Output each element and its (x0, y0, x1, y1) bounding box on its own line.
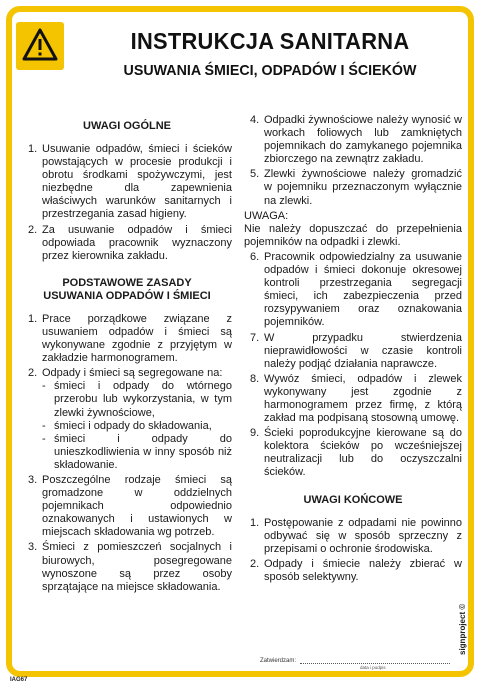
list-item (22, 313, 232, 365)
list-item (22, 474, 232, 539)
item-text: Poszczególne rodzaje śmieci są gromadzone w oddzielnych pojemnikach odpowiednio oznakowanych i ustawionych w miejscach składowania wg potrzeb. (42, 473, 232, 539)
page-title: INSTRUKCJA SANITARNA (130, 28, 410, 54)
note-heading: UWAGA: (244, 209, 289, 222)
signature-line (300, 663, 450, 664)
item-text: Za usuwanie odpadów i śmieci odpowiada pracownik wyznaczony przez kierownika zakładu. (42, 223, 232, 262)
item-number: 1. (28, 312, 38, 325)
right-column (244, 114, 462, 586)
warning-sign (16, 22, 64, 70)
brand-label: signproject © (458, 603, 467, 655)
item-text: Odpadki żywnościowe należy wynosić w workach foliowych lub zamkniętych pojemnikach do zamykanego pojemnika zbiorczego na zewnątrz zakładu. (264, 114, 462, 166)
list-item (22, 367, 232, 472)
item-text: Wywóz śmieci, odpadów i zlewek wykonywany jest zgodnie z harmonogramem przez firmę, z którą zakład ma podpisaną stosowną umowę. (264, 372, 462, 425)
sub-item (42, 433, 232, 472)
item-number: 6. (250, 250, 260, 263)
section-heading-final: UWAGI KOŃCOWE (303, 493, 403, 506)
sub-list (42, 380, 232, 472)
item-text: Odpady i śmiecie należy zbierać w sposób selektywny. (264, 557, 462, 583)
item-text: Usuwanie odpadów, śmieci i ścieków powstających w procesie produkcji i obrotu środkami spożywczymi, jest niezbędne dla zapewnienia właściwych warunków sanitarnych i przestrzegania zasad higieny. (42, 143, 232, 221)
rules-list (22, 313, 232, 594)
item-number: 2. (28, 223, 38, 236)
item-text: Ścieki poprodukcyjne kierowane są do kolektora ścieków po wcześniejszej neutralizacji lub do oczyszczalni ścieków. (264, 427, 462, 479)
item-text: Pracownik odpowiedzialny za usuwanie odpadów i śmieci dokonuje okresowej kontroli przestrzegania segregacji śmieci, ich zabezpieczenia przed rozsypywaniem oraz oznakowania pojemników. (264, 250, 462, 329)
item-number: 8. (250, 372, 260, 385)
item-number: 3. (28, 473, 38, 486)
item-number: 2. (250, 557, 260, 570)
final-list (244, 517, 462, 584)
sub-item-text: śmieci i odpady do wtórnego przerobu lub wykorzystania, w tym zlewki żywnościowe, (54, 380, 232, 419)
list-item (244, 251, 462, 330)
warning-triangle-icon (22, 28, 58, 62)
item-number: 3. (28, 541, 38, 554)
list-item (244, 517, 462, 556)
storage-list (244, 114, 462, 208)
item-number: 5. (250, 168, 260, 181)
sub-item (42, 420, 232, 433)
heading-line: PODSTAWOWE ZASADY (62, 276, 192, 289)
item-number: 1. (28, 143, 38, 155)
item-text: Śmieci z pomieszczeń socjalnych i biurowych, posegregowane wynoszone są przez osoby sprzątające na miejsce składowania. (42, 541, 232, 593)
sub-item (42, 380, 232, 419)
item-text: Zlewki żywnościowe należy gromadzić w pojemniku przeznaczonym wyłącznie na zlewki. (264, 168, 462, 207)
list-item (244, 168, 462, 207)
dash: - (42, 380, 46, 393)
item-number: 9. (250, 427, 260, 440)
dash: - (42, 432, 46, 445)
signature-sub-label: data i podpis (360, 665, 386, 670)
item-number: 2. (28, 367, 38, 380)
item-number: 1. (250, 516, 260, 529)
item-text: W przypadku stwierdzenia nieprawidłowości w czasie kontroli należy podjąć działania naprawcze. (264, 331, 462, 370)
list-item (244, 558, 462, 584)
item-number: 4. (250, 114, 260, 126)
list-item (244, 427, 462, 479)
list-item (244, 332, 462, 371)
item-text: Postępowanie z odpadami nie powinno odbywać się w sposób sprzeczny z przepisami o ochronie środowiska. (264, 516, 462, 555)
note-text: Nie należy dopuszczać do przepełnienia pojemników na odpadki i zlewki. (244, 222, 462, 248)
dash: - (42, 419, 46, 432)
sub-item-text: śmieci i odpady do składowania, (54, 419, 212, 432)
section-heading-rules (22, 277, 232, 303)
left-column (22, 120, 232, 596)
item-text: Odpady i śmieci są segregowane na: (42, 367, 223, 380)
list-item (22, 541, 232, 593)
sub-item-text: śmieci i odpady do unieszkodliwienia w inny sposób niż składowanie. (54, 432, 232, 471)
section-heading-general: UWAGI OGÓLNE (83, 120, 171, 132)
item-number: 7. (250, 331, 260, 344)
product-code: IAG67 (10, 677, 28, 683)
approval-label: Zatwierdzam: (260, 658, 297, 664)
general-list (22, 143, 232, 263)
list-item (22, 143, 232, 222)
heading-line: USUWANIA ODPADÓW I ŚMIECI (43, 289, 211, 302)
list-item (22, 224, 232, 263)
item-text: Prace porządkowe związane z usuwaniem odpadów i śmieci są wykonywane zgodnie z przyjętym w zakładzie harmonogramem. (42, 312, 232, 365)
list-item (244, 114, 462, 166)
control-list (244, 251, 462, 480)
page-subtitle: USUWANIA ŚMIECI, ODPADÓW I ŚCIEKÓW (123, 62, 417, 79)
list-item (244, 373, 462, 425)
